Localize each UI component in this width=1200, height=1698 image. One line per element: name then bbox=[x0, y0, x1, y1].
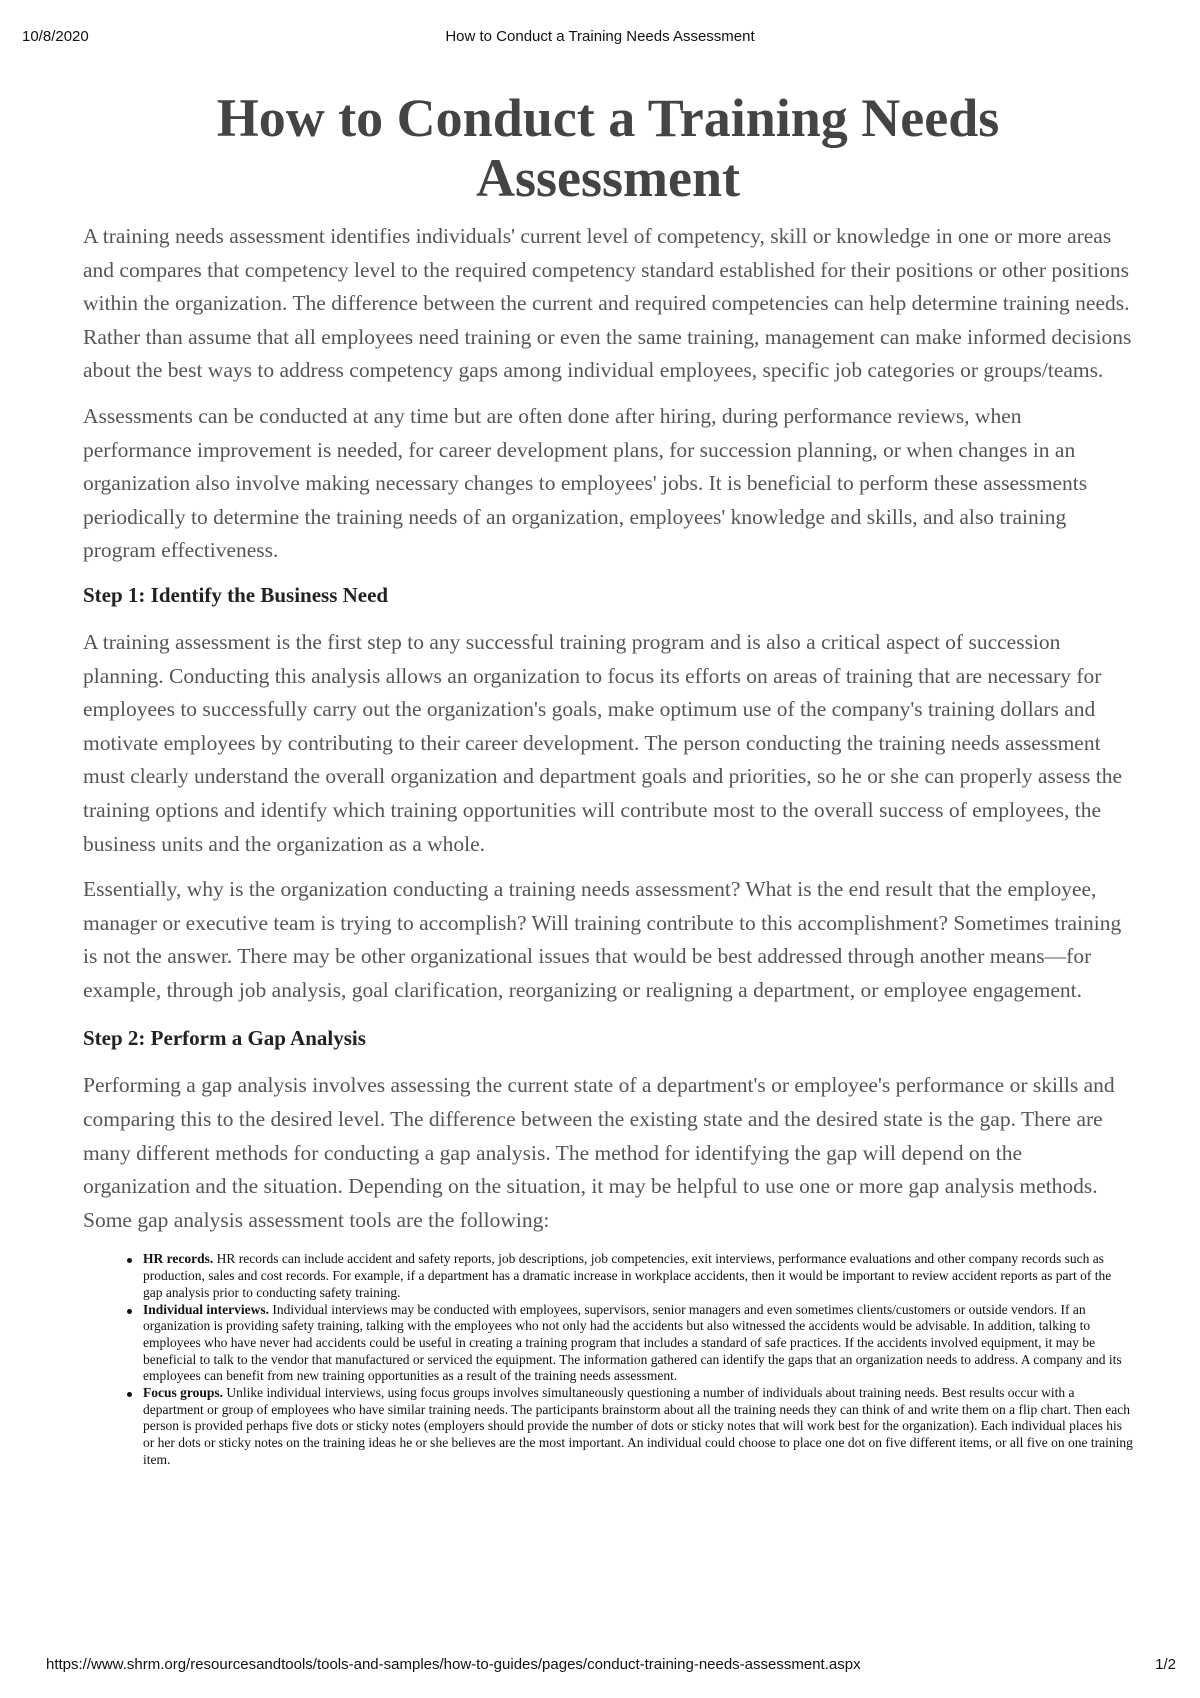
step-1-paragraph-1: A training assessment is the first step to any successful training program and is also a critical aspect of succession planning. Conducting this analysis allows an organization to focus its efforts on areas of training that are necessary for employees to successfully carry out the organization's goals, make optimum use of the company's training dollars and motivate employees by contributing to their career development. The person conducting the training needs assessment must clearly understand the overall organization and department goals and priorities, so he or she can properly assess the training options and identify which training opportunities will contribute most to the overall success of employees, the business units and the organization as a whole. bbox=[83, 629, 1123, 856]
page-url: https://www.shrm.org/resourcesandtools/tools-and-samples/how-to-guides/pages/conduct-training-needs-assessment.aspx bbox=[46, 1656, 861, 1673]
intro-paragraph-1: A training needs assessment identifies individuals' current level of competency, skill or knowledge in one or more areas and compares that competency level to the required competency standard established for their positions or other positions within the organization. The difference between the current and required competencies can help determine training needs. Rather than assume that all employees need training or even the same training, management can make informed decisions about the best ways to address competency gaps among individual employees, specific job categories or groups/teams. bbox=[83, 224, 1132, 383]
step-2-heading: Step 2: Perform a Gap Analysis bbox=[83, 1026, 366, 1051]
list-item-term: Focus groups. bbox=[143, 1385, 224, 1401]
article-title bbox=[83, 88, 1133, 208]
article-title-line-1: How to Conduct a Training Needs bbox=[216, 88, 1000, 148]
list-item-term: Individual interviews. bbox=[143, 1301, 270, 1317]
list-item-focus-groups bbox=[143, 1385, 1133, 1469]
print-date: 10/8/2020 bbox=[22, 28, 89, 45]
step-1-paragraph-2: Essentially, why is the organization conducting a training needs assessment? What is the end result that the employee, manager or executive team is trying to accomplish? Will training contribute to this accomplishment? Sometimes training is not the answer. There may be other organizational issues that would be best addressed through another means—for example, through job analysis, goal clarification, reorganizing or realigning a department, or employee engagement. bbox=[83, 877, 1122, 1002]
list-item-term: HR records. bbox=[143, 1251, 214, 1267]
page-number: 1/2 bbox=[1155, 1656, 1176, 1673]
list-item-individual-interviews bbox=[143, 1302, 1133, 1386]
list-item-text: Unlike individual interviews, using focus groups involves simultaneously questioning a number of individuals about training needs. Best results occur with a department or group of employees who have similar training needs. The participants brainstorm about all the training needs they can think of and write them on a flip chart. Then each person is provided perhaps five dots or sticky notes (employers should provide the number of dots or sticky notes that will work best for the organization). Each individual places his or her dots or sticky notes on the training ideas he or she believes are the most important. An individual could choose to place one dot on five different items, or all five on one training item. bbox=[143, 1385, 1133, 1467]
step-2-paragraph: Performing a gap analysis involves assessing the current state of a department's or employee's performance or skills and comparing this to the desired level. The difference between the existing state and the desired state is the gap. There are many different methods for conducting a gap analysis. The method for identifying the gap will depend on the organization and the situation. Depending on the situation, it may be helpful to use one or more gap analysis methods. Some gap analysis assessment tools are the following: bbox=[83, 1073, 1115, 1232]
print-header bbox=[22, 28, 1178, 48]
step-1-heading: Step 1: Identify the Business Need bbox=[83, 582, 389, 607]
list-item-hr-records bbox=[143, 1251, 1133, 1301]
print-page-title: How to Conduct a Training Needs Assessment bbox=[445, 28, 755, 45]
article bbox=[83, 88, 1133, 1469]
list-item-text: Individual interviews may be conducted with employees, supervisors, senior managers and even sometimes clients/customers or outside vendors. If an organization is providing safety training, talking with the employees who not only had the accidents but also witnessed the accidents would be advisable. In addition, talking to employees who have never had accidents could be useful in creating a training program that includes a standard of safe practices. If the accidents involved equipment, it may be beneficial to talk to the vendor that manufactured or serviced the equipment. The information gathered can identify the gaps that an organization needs to address. A company and its employees can benefit from new training opportunities as a result of the training needs assessment. bbox=[143, 1301, 1122, 1384]
article-title-line-2: Assessment bbox=[476, 148, 740, 208]
list-item-text: HR records can include accident and safety reports, job descriptions, job competencies, exit interviews, performance evaluations and other company records such as production, sales and cost records. For example, if a department has a dramatic increase in workplace accidents, then it would be important to review accident reports as part of the gap analysis prior to conducting safety training. bbox=[143, 1251, 1112, 1300]
intro-paragraph-2: Assessments can be conducted at any time but are often done after hiring, during performance reviews, when performance improvement is needed, for career development plans, for succession planning, or when changes in an organization also involve making necessary changes to employees' jobs. It is beneficial to perform these assessments periodically to determine the training needs of an organization, employees' knowledge and skills, and also training program effectiveness. bbox=[83, 403, 1088, 563]
gap-analysis-tools-list bbox=[83, 1251, 1133, 1468]
print-footer bbox=[46, 1656, 1176, 1676]
